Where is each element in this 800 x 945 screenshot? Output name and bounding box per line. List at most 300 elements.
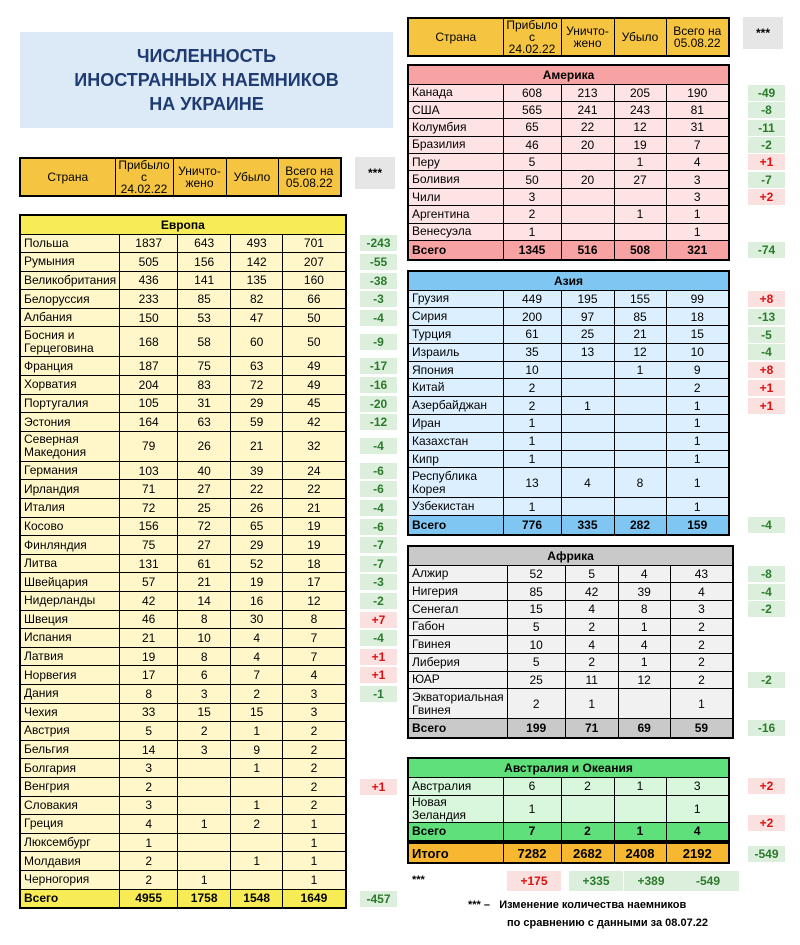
cell: 45 [283,394,346,413]
cell: 21 [178,573,231,592]
table-row [20,610,346,629]
cell: 13 [503,468,561,498]
header-arrived: Прибыло с 24.02.22 [503,18,561,56]
section-title: Австралия и Океания [408,758,729,777]
table-row [408,689,733,719]
section-oceania [407,757,730,842]
section-title: Азия [408,271,729,290]
cell: 243 [614,101,666,118]
country-name: Дания [20,684,120,703]
cell: 1 [666,468,729,498]
cell: 46 [503,136,561,153]
cell: 6 [503,777,561,795]
country-name: Япония [408,361,503,379]
cell [561,450,614,468]
cell: 20 [561,171,614,188]
country-name: Словакия [20,796,120,815]
cell: 2 [231,684,283,703]
total-row [20,889,346,908]
table-row [408,583,733,601]
summary-change: -549 [677,871,739,891]
table-row [20,740,346,759]
cell: 565 [503,101,561,118]
country-name: Ирландия [20,480,120,499]
cell: 8 [120,684,178,703]
country-name: Хорватия [20,376,120,395]
cell: 10 [666,343,729,361]
country-name: Венгрия [20,777,120,796]
cell: 1 [614,154,666,171]
cell: 4 [231,647,283,666]
cell: 156 [178,253,231,272]
table-row [408,468,729,498]
cell: 3 [283,703,346,722]
cell [561,223,614,240]
cell: 3 [503,188,561,205]
cell: 15 [231,703,283,722]
country-name: Норвегия [20,666,120,685]
section-title: Африка [408,546,733,565]
cell: 207 [283,253,346,272]
cell: 31 [178,394,231,413]
country-name: Республика Корея [408,468,503,498]
cell: 7 [283,647,346,666]
cell: 4 [565,600,618,618]
cell: 131 [120,554,178,573]
change-value: -5 [748,327,785,343]
change-value: -2 [748,601,785,617]
cell: 1 [666,206,729,223]
country-name: Эстония [20,413,120,432]
country-name: Новая Зеландия [408,795,503,822]
section-africa [407,545,734,739]
change-value: -2 [748,137,785,153]
cell: 12 [618,671,670,689]
cell [231,870,283,889]
cell: 21 [283,499,346,518]
section-asia [407,270,730,536]
cell: 2 [120,870,178,889]
cell [178,777,231,796]
change-value: -4 [748,517,785,533]
cell: 1 [231,759,283,778]
country-name: Франция [20,357,120,376]
cell: 493 [231,234,283,253]
country-name: Экваториальная Гвинея [408,689,507,719]
cell: 3 [120,759,178,778]
cell: 1 [666,223,729,240]
cell: 1 [283,833,346,852]
cell [178,759,231,778]
grand-total-cell: 2192 [666,843,729,863]
country-name: Германия [20,461,120,480]
cell: 4 [666,154,729,171]
cell: 39 [618,583,670,601]
table-row [20,554,346,573]
country-name: Албания [20,308,120,327]
total-cell: 4 [666,822,729,841]
total-cell: 199 [507,719,565,738]
total-row [408,822,729,841]
cell: 4 [231,629,283,648]
cell: 49 [283,357,346,376]
header-right [407,17,730,57]
table-row [408,343,729,361]
total-cell: 516 [561,241,614,260]
cell: 5 [503,154,561,171]
cell: 2 [565,618,618,636]
total-row [408,241,729,260]
summary-change: +175 [507,871,561,891]
cell: 1 [120,833,178,852]
change-value: -16 [360,377,397,393]
stars-label: *** [355,157,395,189]
cell: 31 [666,119,729,136]
country-name: Иран [408,415,503,433]
cell: 1 [283,870,346,889]
cell: 60 [231,327,283,357]
cell: 608 [503,84,561,101]
cell [614,188,666,205]
cell [231,833,283,852]
country-name: Испания [20,629,120,648]
table-row [408,397,729,415]
country-name: Белоруссия [20,290,120,309]
total-cell: 508 [614,241,666,260]
cell: 42 [120,592,178,611]
cell: 2 [283,796,346,815]
change-value: -13 [748,309,785,325]
table-row [408,84,729,101]
cell: 27 [178,480,231,499]
cell: 15 [178,703,231,722]
cell: 3 [670,600,733,618]
total-cell: 159 [666,516,729,535]
country-name: Аргентина [408,206,503,223]
cell: 3 [666,188,729,205]
change-value: -38 [360,273,397,289]
total-cell: 1345 [503,241,561,260]
cell: 4 [670,583,733,601]
change-value: -457 [360,891,397,907]
total-cell: 1548 [231,889,283,908]
cell: 9 [231,740,283,759]
cell: 1 [666,397,729,415]
summary-change: +389 [624,871,678,891]
grand-total-cell: 7282 [503,843,561,863]
table-row [408,171,729,188]
cell: 53 [178,308,231,327]
country-name: Босния и Герцеговина [20,327,120,357]
change-value: -55 [360,254,397,270]
cell: 505 [120,253,178,272]
cell: 1 [283,852,346,871]
cell: 97 [561,308,614,326]
cell: 21 [120,629,178,648]
cell: 1 [614,361,666,379]
cell: 5 [507,618,565,636]
cell: 2 [565,653,618,671]
cell: 2 [178,722,231,741]
cell [614,795,666,822]
cell: 65 [503,119,561,136]
cell: 135 [231,271,283,290]
country-name: Перу [408,154,503,171]
table-row [20,833,346,852]
change-value: -7 [360,556,397,572]
cell: 26 [231,499,283,518]
cell: 72 [178,517,231,536]
country-name: Косово [20,517,120,536]
total-cell: 69 [618,719,670,738]
cell: 1 [565,689,618,719]
cell [561,415,614,433]
table-row [20,499,346,518]
cell: 59 [231,413,283,432]
cell: 1837 [120,234,178,253]
table-row [20,271,346,290]
cell: 27 [178,536,231,555]
table-row [20,357,346,376]
table-row [20,461,346,480]
cell: 1 [614,777,666,795]
cell: 19 [283,517,346,536]
total-cell: 4955 [120,889,178,908]
cell: 10 [178,629,231,648]
table-row [20,413,346,432]
cell: 46 [120,610,178,629]
cell: 66 [283,290,346,309]
change-value: -4 [360,310,397,326]
cell: 1 [666,498,729,516]
country-name: Литва [20,554,120,573]
cell: 85 [178,290,231,309]
cell: 26 [178,431,231,461]
cell: 14 [178,592,231,611]
cell: 195 [561,290,614,308]
total-cell: 2 [561,822,614,841]
table-row [20,647,346,666]
section-america [407,64,730,261]
note-stars: *** – [468,899,491,911]
cell: 19 [283,536,346,555]
cell [178,852,231,871]
cell: 49 [283,376,346,395]
cell: 82 [231,290,283,309]
cell [561,795,614,822]
cell [614,223,666,240]
country-name: Румыния [20,253,120,272]
cell: 2 [670,653,733,671]
cell: 233 [120,290,178,309]
cell: 47 [231,308,283,327]
change-value: -4 [360,630,397,646]
country-name: Нидерланды [20,592,120,611]
cell: 164 [120,413,178,432]
country-name: Габон [408,618,507,636]
table-row [408,326,729,344]
cell: 10 [507,636,565,654]
cell: 29 [231,394,283,413]
change-value: -16 [748,720,785,736]
cell: 17 [120,666,178,685]
country-name: Люксембург [20,833,120,852]
cell: 33 [120,703,178,722]
change-value: -7 [360,537,397,553]
table-row [408,432,729,450]
country-name: Нигерия [408,583,507,601]
cell: 72 [231,376,283,395]
cell: 1 [231,852,283,871]
cell: 190 [666,84,729,101]
cell: 141 [178,271,231,290]
cell: 1 [283,815,346,834]
change-value: -2 [360,593,397,609]
page-title: ЧИСЛЕННОСТЬ ИНОСТРАННЫХ НАЕМНИКОВ НА УКРАИНЕ [20,32,393,128]
cell: 50 [503,171,561,188]
country-name: Бразилия [408,136,503,153]
country-name: Чехия [20,703,120,722]
cell: 32 [283,431,346,461]
table-row [20,376,346,395]
table-row [408,206,729,223]
cell: 643 [178,234,231,253]
cell: 155 [614,290,666,308]
cell: 1 [561,397,614,415]
cell: 1 [503,450,561,468]
note-line2: по сравнению с данными за 08.07.22 [507,917,708,929]
cell: 156 [120,517,178,536]
cell: 25 [561,326,614,344]
stars-label: *** [743,17,783,49]
cell: 213 [561,84,614,101]
country-name: Сенегал [408,600,507,618]
cell: 2 [561,777,614,795]
table-row [408,671,733,689]
country-name: Казахстан [408,432,503,450]
table-row [408,361,729,379]
cell: 57 [120,573,178,592]
table-row [20,629,346,648]
total-cell: 1 [614,822,666,841]
cell: 3 [178,684,231,703]
cell: 13 [561,343,614,361]
cell: 1 [503,415,561,433]
change-value: -1 [360,686,397,702]
grand-total-cell: 2682 [561,843,614,863]
cell: 205 [614,84,666,101]
country-name: Великобритания [20,271,120,290]
table-row [408,188,729,205]
cell: 39 [231,461,283,480]
change-value: -6 [360,481,397,497]
total-cell: 1758 [178,889,231,908]
country-name: Грузия [408,290,503,308]
cell: 29 [231,536,283,555]
change-value: +8 [748,291,785,307]
header-left: Убыло [614,18,666,56]
table-row [20,703,346,722]
change-value: +2 [748,815,785,831]
cell: 15 [507,600,565,618]
total-cell: 59 [670,719,733,738]
cell: 19 [120,647,178,666]
cell: 1 [231,722,283,741]
cell: 1 [666,450,729,468]
cell: 4 [120,815,178,834]
cell: 17 [283,573,346,592]
cell: 83 [178,376,231,395]
table-row [408,636,733,654]
cell: 75 [178,357,231,376]
cell: 8 [614,468,666,498]
table-row [20,234,346,253]
cell: 150 [120,308,178,327]
cell: 50 [283,308,346,327]
table-row [408,290,729,308]
table-row [408,101,729,118]
cell: 61 [178,554,231,573]
cell [231,777,283,796]
cell: 3 [666,777,729,795]
cell: 1 [503,432,561,450]
cell [614,379,666,397]
cell: 142 [231,253,283,272]
cell: 2 [283,759,346,778]
country-name: Польша [20,234,120,253]
cell: 25 [178,499,231,518]
table-row [20,852,346,871]
header-total: Всего на 05.08.22 [666,18,729,56]
total-row [408,719,733,738]
cell: 75 [120,536,178,555]
cell: 4 [561,468,614,498]
cell: 2 [283,740,346,759]
cell: 1 [618,618,670,636]
header-destroyed: Уничто-жено [561,18,614,56]
table-row [408,223,729,240]
change-value: +7 [360,612,397,628]
change-value: -8 [748,566,785,582]
cell: 2 [503,397,561,415]
table-row [408,795,729,822]
header-left [19,157,342,197]
cell: 19 [614,136,666,153]
cell: 241 [561,101,614,118]
section-title: Америка [408,65,729,84]
country-name: ЮАР [408,671,507,689]
table-row [20,253,346,272]
cell: 43 [670,565,733,583]
change-value: +2 [748,778,785,794]
total-cell: 1649 [283,889,346,908]
cell [178,833,231,852]
change-value: +1 [360,649,397,665]
cell: 35 [503,343,561,361]
bottom-stars: *** [412,874,425,886]
cell: 1 [614,206,666,223]
cell: 3 [283,684,346,703]
cell: 2 [283,722,346,741]
cell [614,432,666,450]
country-name: Швейцария [20,573,120,592]
cell: 12 [614,119,666,136]
change-value: +1 [748,154,785,170]
country-name: Израиль [408,343,503,361]
change-value: +8 [748,362,785,378]
cell: 18 [283,554,346,573]
change-value: -549 [748,846,785,862]
